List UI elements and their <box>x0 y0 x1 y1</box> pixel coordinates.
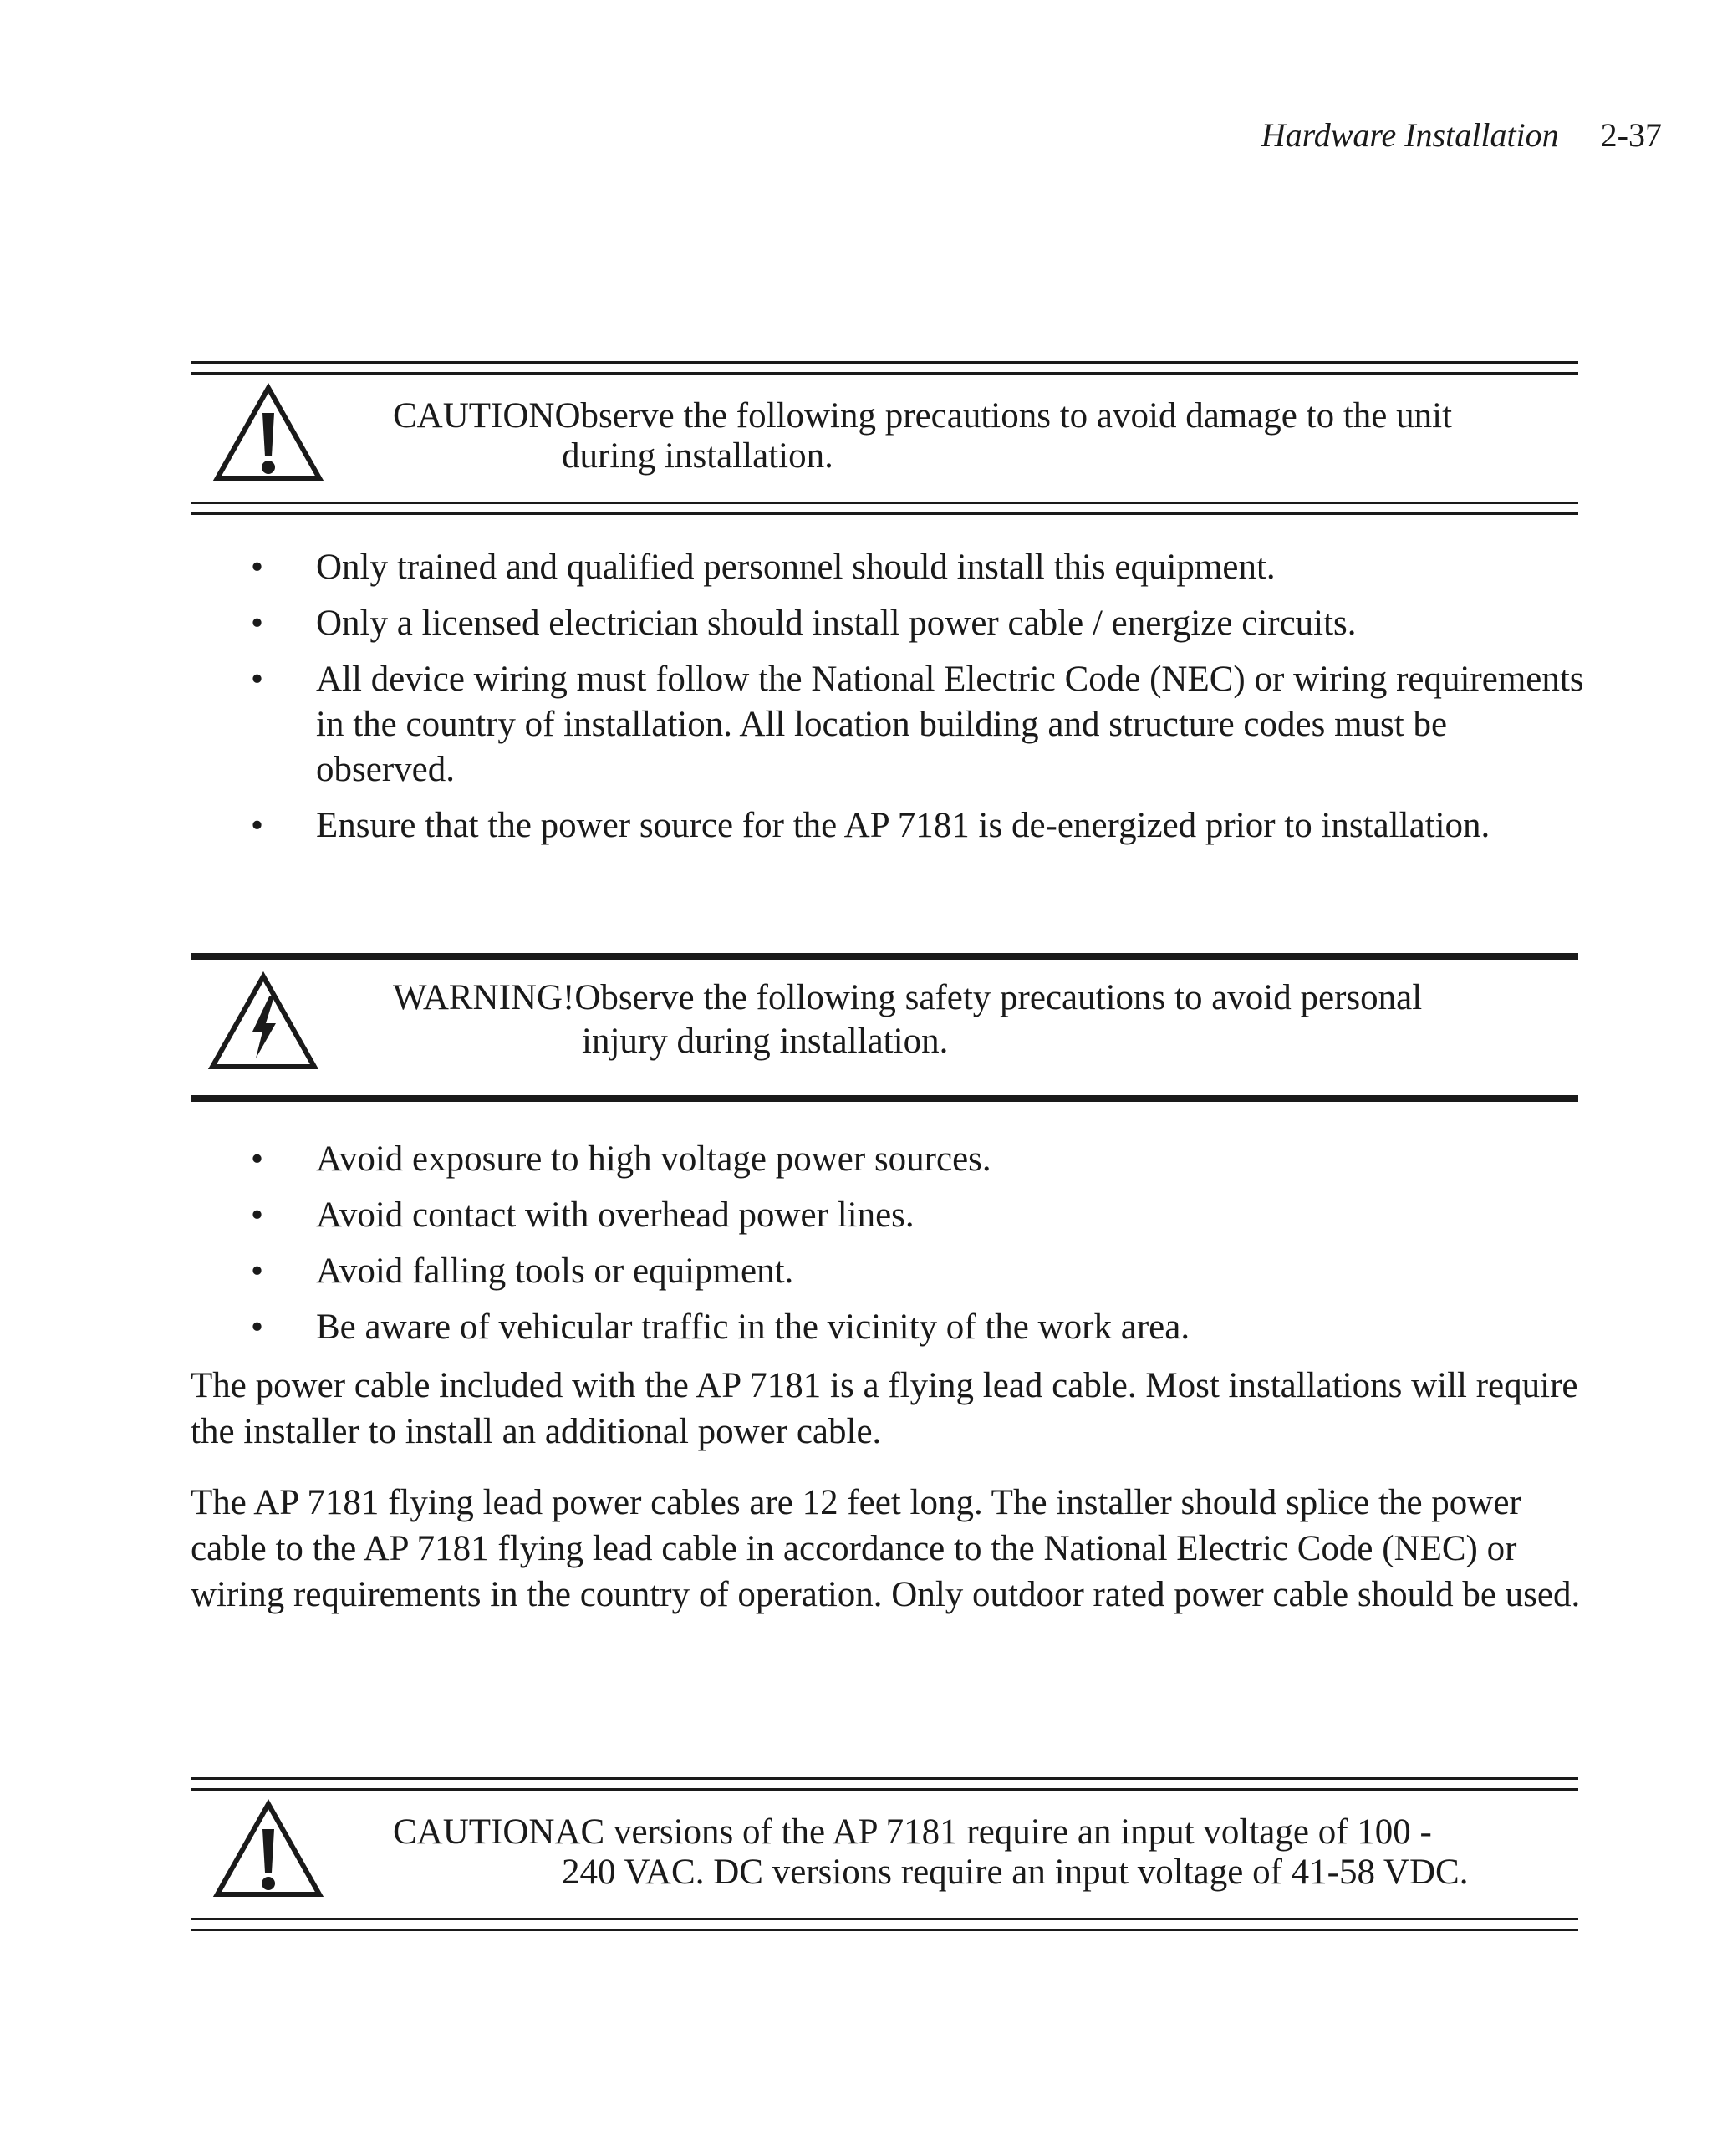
caution-text <box>393 396 1563 477</box>
list-item: • Only trained and qualified personnel should install this equipment. <box>251 548 1276 587</box>
caution-line1: Observe the following precautions to avoid damage to the unit <box>554 396 1453 436</box>
exclamation-triangle-icon <box>212 1799 324 1899</box>
notice-top-rule <box>191 1777 1578 1791</box>
notice-bottom-rule <box>191 502 1578 515</box>
warning-line2: injury during installation. <box>582 1022 949 1061</box>
warning-label: WARNING! <box>393 978 575 1017</box>
list-item: • Avoid falling tools or equipment. <box>251 1251 794 1291</box>
list-item: • All device wiring must follow the National Electric Code (NEC) or wiring requirements in the country of installation. All location building and structure codes must be observed. <box>251 660 1584 789</box>
caution-notice-1 <box>191 361 1578 520</box>
list-item: • Only a licensed electrician should install power cable / energize circuits. <box>251 604 1357 643</box>
caution-notice-2 <box>191 1777 1578 1936</box>
list-item: • Be aware of vehicular traffic in the vicinity of the work area. <box>251 1307 1190 1347</box>
list-item: • Avoid exposure to high voltage power sources. <box>251 1139 991 1179</box>
notice-bottom-rule <box>191 1918 1578 1931</box>
notice-top-rule <box>191 361 1578 375</box>
warning-line1: Observe the following safety precautions to avoid personal <box>574 978 1423 1017</box>
notice-top-rule <box>191 953 1578 960</box>
caution-bullet-list <box>251 545 1588 859</box>
caution-label: CAUTION <box>393 1812 555 1852</box>
body-paragraph: The power cable included with the AP 7181 is a flying lead cable. Most installations will require the installer to install an additional power cable. <box>191 1366 1578 1451</box>
notice-bottom-rule <box>191 1095 1578 1102</box>
list-item: • Ensure that the power source for the AP 7181 is de-energized prior to installation. <box>251 806 1490 845</box>
page-header <box>1261 115 1662 155</box>
header-page-number: 2-37 <box>1600 116 1662 154</box>
caution-line1: AC versions of the AP 7181 require an input voltage of 100 - <box>554 1812 1432 1852</box>
caution-text <box>393 1812 1563 1893</box>
header-section-title: Hardware Installation <box>1261 116 1559 154</box>
caution-line2: 240 VAC. DC versions require an input voltage of 41-58 VDC. <box>562 1853 1469 1892</box>
body-paragraph: The AP 7181 flying lead power cables are 12 feet long. The installer should splice the power cable to the AP 7181 flying lead cable in accordance to the National Electric Code (NEC) or wiring requirements in the country of operation. Only outdoor rated power cable should be used. <box>191 1483 1581 1614</box>
caution-line2: during installation. <box>562 436 833 476</box>
list-item: • Avoid contact with overhead power lines. <box>251 1195 915 1235</box>
warning-notice <box>191 953 1578 1103</box>
warning-bullet-list <box>251 1137 1588 1361</box>
warning-text <box>393 978 1563 1062</box>
lightning-triangle-icon <box>207 971 319 1072</box>
caution-label: CAUTION <box>393 396 555 436</box>
exclamation-triangle-icon <box>212 383 324 483</box>
